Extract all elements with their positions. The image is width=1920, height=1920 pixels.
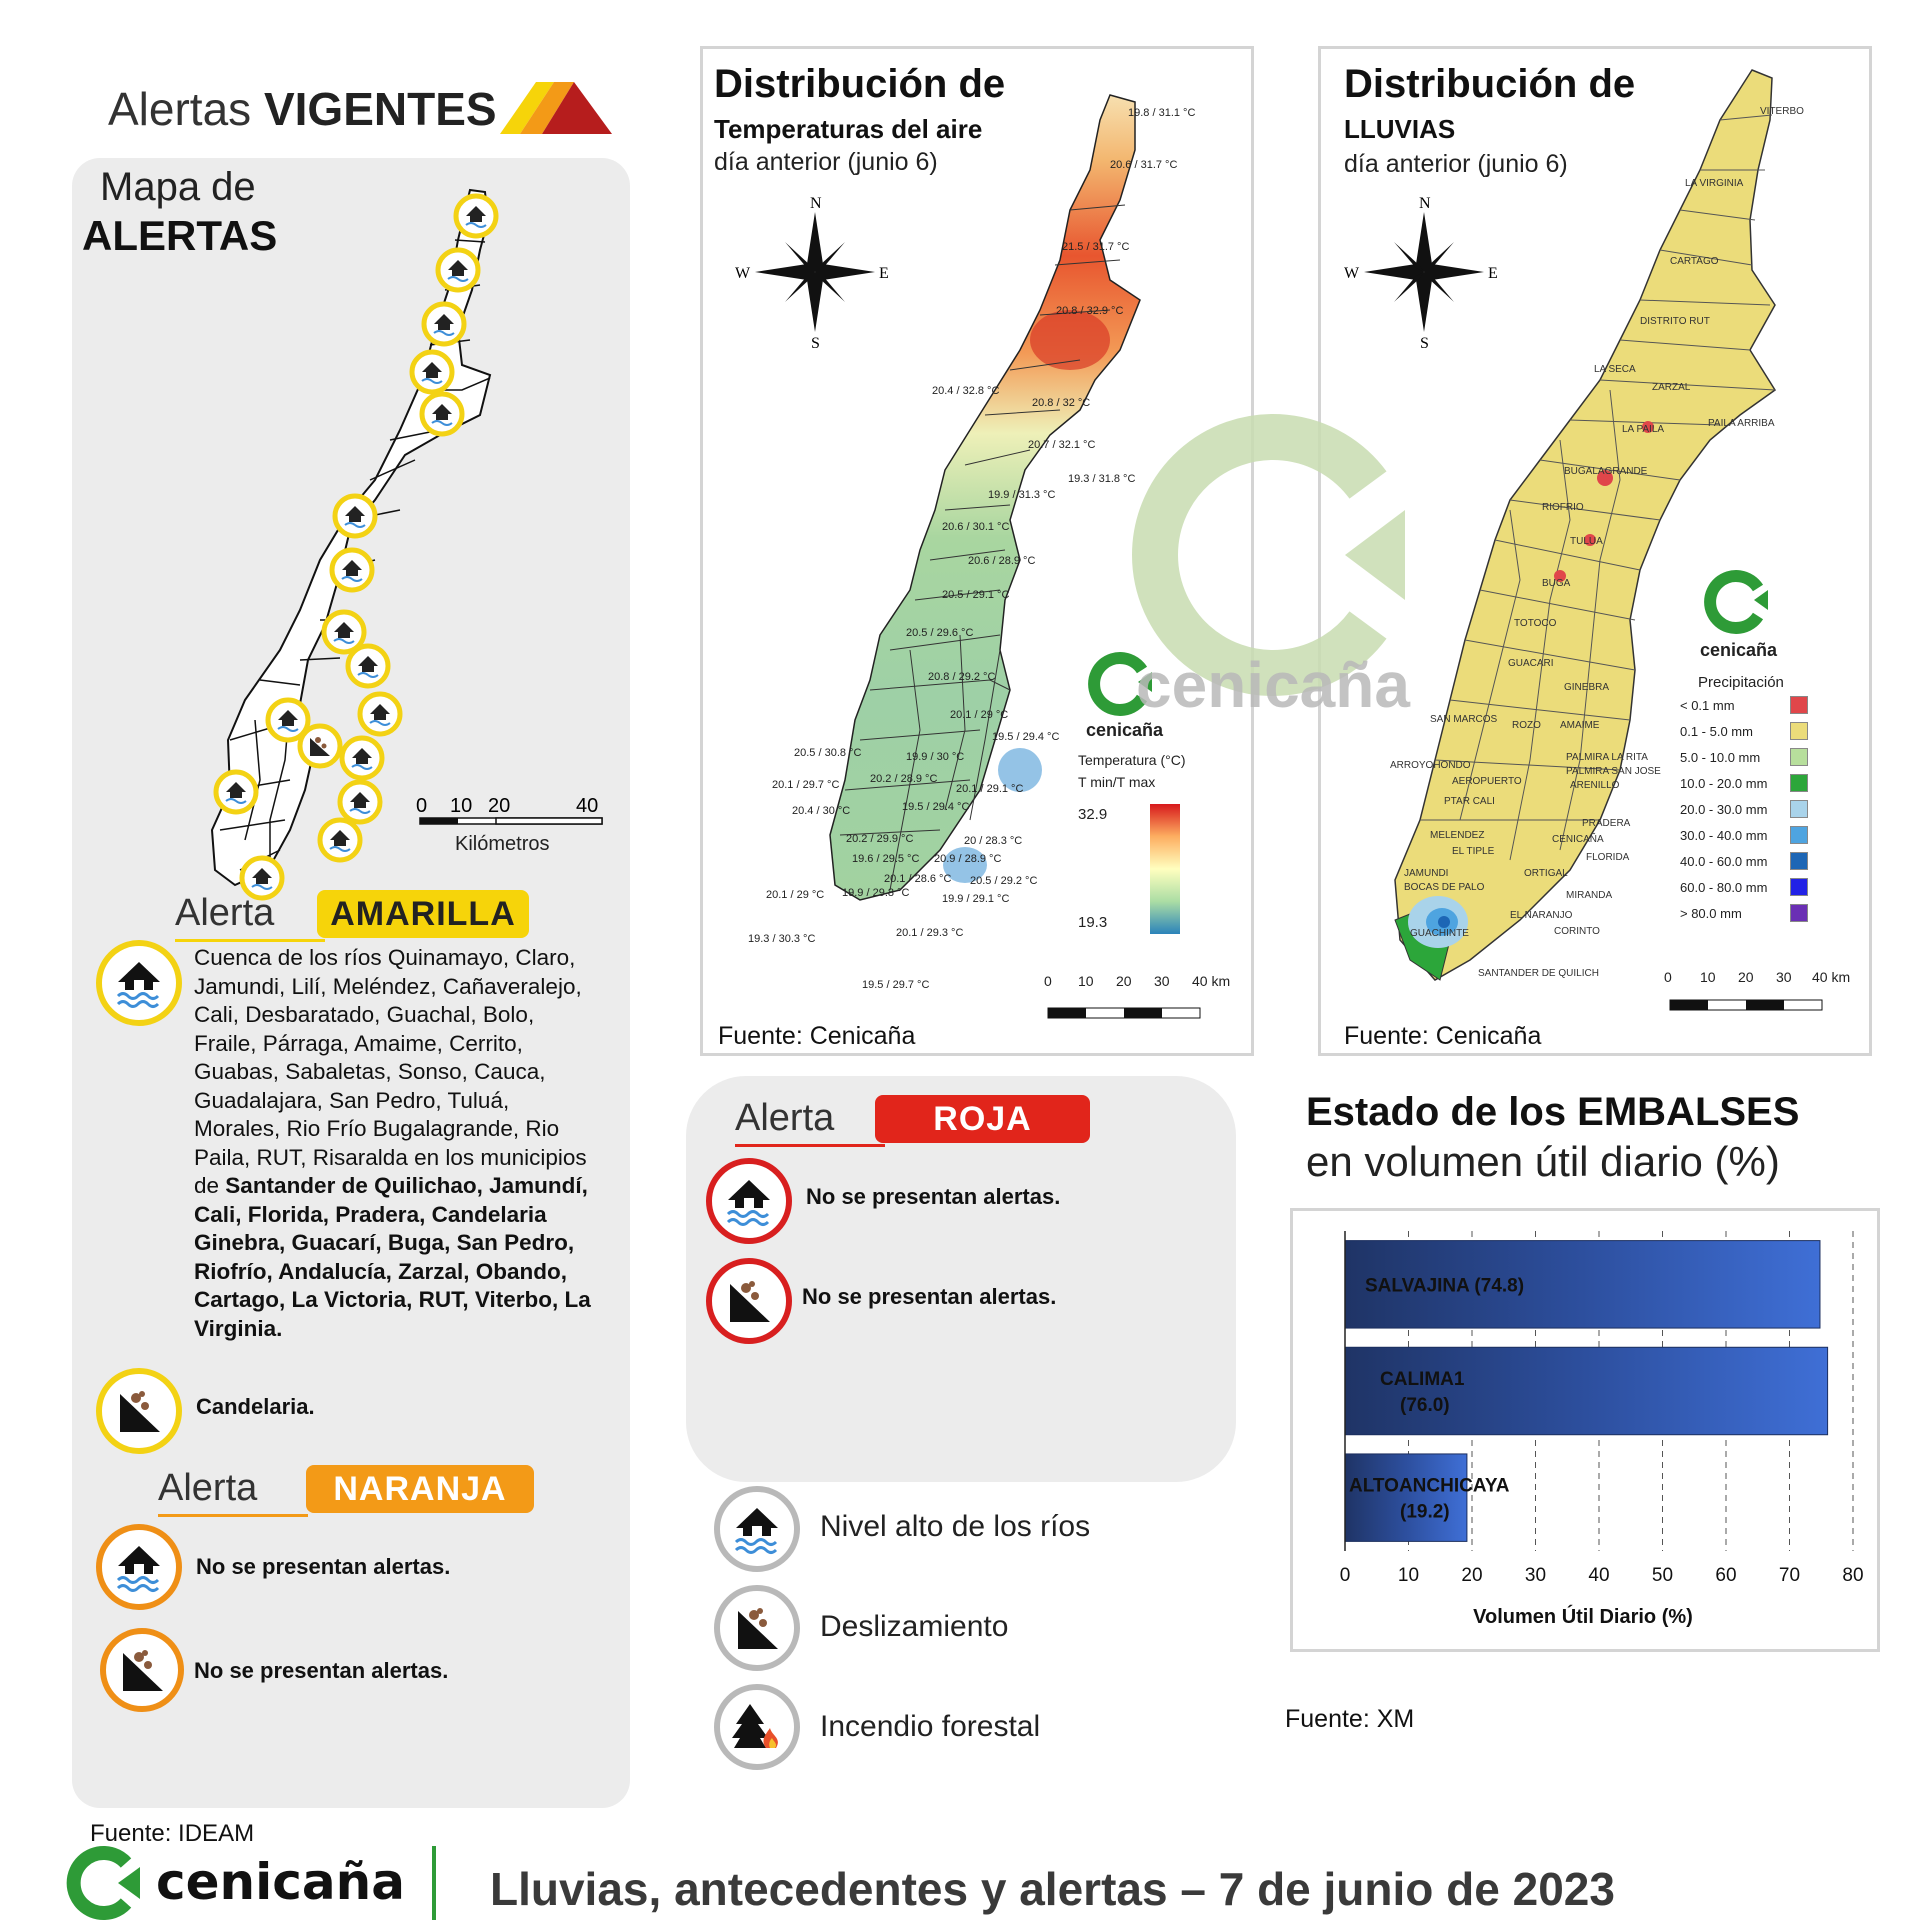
roja-river-text: No se presentan alertas.	[806, 1184, 1061, 1209]
alert-header-roja	[735, 1095, 1095, 1147]
rain-place-label: GUACHINTE	[1410, 928, 1469, 939]
rain-place-label: BUGALAGRANDE	[1564, 466, 1648, 477]
bar-calima1	[1345, 1347, 1828, 1434]
compass-w: W	[1344, 265, 1360, 282]
rain-legend-label: 40.0 - 60.0 mm	[1680, 854, 1768, 869]
rain-legend-label: 5.0 - 10.0 mm	[1680, 750, 1761, 765]
rain-place-label: LA SECA	[1594, 364, 1636, 375]
alert-word: Alerta	[175, 892, 275, 934]
alert-underline	[175, 939, 325, 942]
reservoir-bar-chart	[1293, 1211, 1877, 1649]
naranja-river-text: No se presentan alertas.	[196, 1554, 451, 1579]
alert-underline	[158, 1514, 308, 1517]
scale-tick: 40 km	[1192, 973, 1231, 989]
rain-place-label: FLORIDA	[1586, 852, 1630, 863]
map-title-line1: Mapa de	[100, 165, 256, 209]
rain-title-line2: LLUVIAS	[1344, 114, 1456, 144]
rain-legend-swatch	[1790, 800, 1808, 818]
rain-scale-bar	[1660, 966, 1860, 1016]
compass-s: S	[811, 335, 820, 352]
naranja-landslide-text: No se presentan alertas.	[194, 1658, 449, 1683]
river-flood-icon	[96, 940, 182, 1026]
temp-station-label: 19.5 / 29.7 °C	[862, 979, 930, 991]
rain-place-label: PAILA ARRIBA	[1708, 418, 1775, 429]
temperature-map	[748, 90, 1196, 1010]
alert-header-amarilla	[175, 890, 545, 942]
temp-station-label: 20.4 / 32.8 °C	[932, 385, 1000, 397]
alert-source: Fuente: IDEAM	[90, 1820, 255, 1847]
reservoir-title-line2: en volumen útil diario (%)	[1306, 1138, 1780, 1185]
scale-tick: 40	[576, 795, 599, 817]
rain-legend-swatch	[1790, 748, 1808, 766]
landslide-icon	[714, 1585, 800, 1671]
rain-legend-swatch	[1790, 904, 1808, 922]
rain-source: Fuente: Cenicaña	[1344, 1022, 1542, 1050]
river-flood-icon	[96, 1524, 182, 1610]
alert-level-badge: NARANJA	[306, 1465, 534, 1513]
temp-station-label: 20.1 / 28.6 °C	[884, 873, 952, 885]
rain-legend-swatch	[1790, 852, 1808, 870]
temp-station-label: 20.5 / 30.8 °C	[794, 747, 862, 759]
rain-place-label: ZARZAL	[1652, 382, 1691, 393]
temp-station-label: 19.5 / 29.4 °C	[902, 801, 970, 813]
bar-data-label: SALVAJINA (74.8)	[1365, 1275, 1525, 1297]
landslide-icon	[100, 1628, 184, 1712]
temp-scale-bar	[1040, 972, 1240, 1022]
rain-place-label: EL NARANJO	[1510, 910, 1573, 921]
rain-place-label: BUGA	[1542, 578, 1571, 589]
rain-legend-title: Precipitación	[1698, 674, 1784, 691]
temp-station-label: 19.3 / 30.3 °C	[748, 933, 816, 945]
alert-triangles-logo	[500, 72, 615, 134]
amarilla-river-alert-text	[194, 944, 594, 1343]
temp-station-label: 20.1 / 29 °C	[950, 709, 1009, 721]
rain-place-label: SANTANDER DE QUILICH	[1478, 968, 1599, 979]
temp-station-label: 19.9 / 31.3 °C	[988, 489, 1056, 501]
temperature-title-line1: Distribución de	[714, 62, 1006, 106]
temp-legend-title: Temperatura (°C)	[1078, 752, 1186, 768]
temp-station-label: 20.9 / 28.9 °C	[934, 853, 1002, 865]
rain-place-label: SAN MARCOS	[1430, 714, 1498, 725]
amarilla-municipalities: Santander de Quilichao, Jamundí, Cali, Florida, Pradera, Candelaria Ginebra, Guacarí, Buga, San Pedro, Riofrío, Andalucía, Zarzal, Obando, Cartago, La Victoria, RUT, Viterbo, La Virginia.	[194, 1173, 591, 1341]
temperature-title-line3: día anterior (junio 6)	[714, 148, 938, 176]
temp-station-label: 19.3 / 31.8 °C	[1068, 473, 1136, 485]
roja-landslide-text: No se presentan alertas.	[802, 1284, 1057, 1309]
forest-fire-icon	[714, 1684, 800, 1770]
x-tick-label: 80	[1842, 1565, 1864, 1586]
rain-legend-label: 20.0 - 30.0 mm	[1680, 802, 1768, 817]
scale-tick: 10	[1700, 969, 1716, 985]
temp-station-label: 20.6 / 30.1 °C	[942, 521, 1010, 533]
x-tick-label: 20	[1461, 1565, 1483, 1586]
temp-station-label: 20.5 / 29.1 °C	[942, 589, 1010, 601]
footer-title: Lluvias, antecedentes y alertas – 7 de junio de 2023	[490, 1863, 1615, 1915]
alert-underline	[735, 1144, 885, 1147]
temp-station-label: 19.9 / 30 °C	[906, 751, 965, 763]
temp-color-ramp	[1150, 804, 1180, 934]
reservoir-source: Fuente: XM	[1285, 1705, 1415, 1733]
temp-station-label: 20.1 / 29 °C	[766, 889, 825, 901]
temp-station-label: 20.6 / 28.9 °C	[968, 555, 1036, 567]
temperature-title-line2: Temperaturas del aire	[714, 114, 983, 144]
landslide-icon	[96, 1368, 182, 1454]
scale-tick: 20	[1116, 973, 1132, 989]
page-title	[108, 82, 497, 136]
temp-station-label: 20.1 / 29.1 °C	[956, 783, 1024, 795]
x-tick-label: 0	[1339, 1565, 1351, 1586]
temp-station-label: 20.1 / 29.7 °C	[772, 779, 840, 791]
rain-legend-label: 10.0 - 20.0 mm	[1680, 776, 1768, 791]
scale-tick: 10	[450, 795, 473, 817]
compass-n: N	[810, 195, 822, 212]
alert-word: Alerta	[158, 1467, 258, 1509]
scale-tick: 30	[1776, 969, 1792, 985]
legend-label-river: Nivel alto de los ríos	[820, 1510, 1091, 1543]
rain-place-label: AEROPUERTO	[1452, 776, 1522, 787]
scale-tick: 0	[1044, 973, 1052, 989]
rain-legend-swatch	[1790, 826, 1808, 844]
river-flood-icon	[706, 1158, 792, 1244]
cenicana-watermark	[1130, 415, 1420, 721]
cenicana-logo-text: cenicaña	[1700, 640, 1778, 660]
rain-legend-swatch	[1790, 878, 1808, 896]
footer-logo-text: cenicaña	[156, 1853, 405, 1911]
temp-station-label: 19.6 / 29.5 °C	[852, 853, 920, 865]
scale-unit: Kilómetros	[455, 833, 550, 855]
bar-data-label: ALTOANCHICAYA (19.2)	[1349, 1475, 1510, 1523]
rain-legend-swatch	[1790, 722, 1808, 740]
temp-station-label: 20 / 28.3 °C	[964, 835, 1023, 847]
temp-station-label: 20.7 / 32.1 °C	[1028, 439, 1096, 451]
landslide-icon	[706, 1258, 792, 1344]
rain-place-label: ROZO	[1512, 720, 1541, 731]
temp-station-label: 20.1 / 29.3 °C	[896, 927, 964, 939]
rain-place-label: ARENILLO	[1570, 780, 1620, 791]
rain-place-label: PALMIRA LA RITA	[1566, 752, 1648, 763]
x-tick-label: 50	[1651, 1565, 1674, 1586]
rain-place-label: GINEBRA	[1564, 682, 1610, 693]
scale-tick: 10	[1078, 973, 1094, 989]
cenicana-footer-logo	[48, 1845, 405, 1919]
rain-legend-label: 60.0 - 80.0 mm	[1680, 880, 1768, 895]
rain-legend-label: > 80.0 mm	[1680, 906, 1742, 921]
rain-place-label: CENICAÑA	[1552, 834, 1604, 845]
temp-legend-subtitle: T min/T max	[1078, 774, 1156, 790]
temp-station-label: 21.5 / 31.7 °C	[1062, 241, 1130, 253]
title-light: Alertas	[108, 83, 252, 135]
map-scale-bar	[410, 792, 610, 832]
scale-tick: 0	[1664, 969, 1672, 985]
legend-label-landslide: Deslizamiento	[820, 1610, 1009, 1643]
rain-place-label: TOTOCO	[1514, 618, 1557, 629]
amarilla-river-basins: Cuenca de los ríos Quinamayo, Claro, Jamundi, Lilí, Meléndez, Cañaveralejo, Cali, Desbaratado, Guachal, Bolo, Fraile, Párraga, Amaime, Cerrito, Guabas, Sabaletas, Sonso, Cauca, Guadalajara, San Pedro, Tuluá, Morales, Rio Frío Bugalagrande, Rio Paila, RUT, Risaralda en los municipios de	[194, 945, 587, 1198]
x-axis-label: Volumen Útil Diario (%)	[1473, 1606, 1693, 1628]
rain-legend-swatch	[1790, 774, 1808, 792]
river-flood-icon	[714, 1486, 800, 1572]
alert-level-badge: ROJA	[875, 1095, 1090, 1143]
rain-place-label: LA PAILA	[1622, 424, 1665, 435]
compass-n: N	[1419, 195, 1431, 212]
rain-place-label: JAMUNDI	[1404, 868, 1449, 879]
temperature-source: Fuente: Cenicaña	[718, 1022, 916, 1050]
scale-tick: 20	[1738, 969, 1754, 985]
rain-place-label: RIOFRIO	[1542, 502, 1584, 513]
reservoir-chart-frame	[1290, 1208, 1880, 1652]
x-tick-label: 10	[1397, 1565, 1420, 1586]
rain-place-label: PTAR CALI	[1444, 796, 1495, 807]
amarilla-landslide-text: Candelaria.	[196, 1394, 315, 1419]
rain-place-label: ORTIGAL	[1524, 868, 1568, 879]
temp-legend-min: 19.3	[1078, 914, 1108, 931]
rain-place-label: MIRANDA	[1566, 890, 1613, 901]
compass-w: W	[735, 265, 751, 282]
x-tick-label: 60	[1715, 1565, 1737, 1586]
bar-data-label: CALIMA1 (76.0)	[1380, 1369, 1465, 1416]
rain-place-label: VITERBO	[1760, 106, 1804, 117]
rain-place-label: DISTRITO RUT	[1640, 316, 1710, 327]
temp-station-label: 20.2 / 28.9 °C	[870, 773, 938, 785]
alert-header-naranja	[158, 1465, 548, 1517]
rain-legend-swatch	[1790, 696, 1808, 714]
temp-station-label: 20.4 / 30 °C	[792, 805, 851, 817]
rain-place-label: PRADERA	[1582, 818, 1631, 829]
bar-altoanchicaya	[1345, 1454, 1467, 1541]
scale-tick: 0	[416, 795, 428, 817]
temp-station-label: 20.5 / 29.6 °C	[906, 627, 974, 639]
rain-place-label: TULUA	[1570, 536, 1603, 547]
compass-e: E	[1488, 265, 1498, 282]
alert-level-badge: AMARILLA	[317, 890, 529, 938]
rain-place-label: CORINTO	[1554, 926, 1600, 937]
map-title-line2: ALERTAS	[82, 212, 278, 259]
alert-word: Alerta	[735, 1097, 835, 1139]
temp-station-label: 20.5 / 29.2 °C	[970, 875, 1038, 887]
temp-legend-max: 32.9	[1078, 806, 1108, 823]
temp-station-label: 19.9 / 29.8 °C	[842, 887, 910, 899]
rain-legend-label: 30.0 - 40.0 mm	[1680, 828, 1768, 843]
reservoir-title-line1: Estado de los EMBALSES	[1306, 1090, 1800, 1134]
rain-place-label: ARROYOHONDO	[1390, 760, 1471, 771]
rain-place-label: MELENDEZ	[1430, 830, 1485, 841]
x-tick-label: 30	[1524, 1565, 1547, 1586]
rain-place-label: PALMIRA SAN JOSE	[1566, 766, 1661, 777]
x-tick-label: 70	[1778, 1565, 1801, 1586]
scale-tick: 30	[1154, 973, 1170, 989]
rain-place-label: LA VIRGINIA	[1685, 178, 1744, 189]
temp-station-label: 20.2 / 29.9 °C	[846, 833, 914, 845]
rain-place-label: EL TIPLE	[1452, 846, 1495, 857]
temp-station-label: 19.8 / 31.1 °C	[1128, 107, 1196, 119]
rain-place-label: BOCAS DE PALO	[1404, 882, 1485, 893]
temp-station-label: 19.5 / 29.4 °C	[992, 731, 1060, 743]
rain-title-line3: día anterior (junio 6)	[1344, 150, 1568, 178]
compass-e: E	[879, 265, 889, 282]
compass-s: S	[1420, 335, 1429, 352]
temp-station-label: 19.9 / 29.1 °C	[942, 893, 1010, 905]
rain-place-label: GUACARI	[1508, 658, 1554, 669]
x-tick-label: 40	[1588, 1565, 1610, 1586]
legend-label-fire: Incendio forestal	[820, 1710, 1041, 1743]
scale-tick: 40 km	[1812, 969, 1851, 985]
cenicana-logo	[1698, 568, 1788, 638]
cenicana-logo-text: cenicaña	[1086, 720, 1164, 740]
title-bold: VIGENTES	[263, 83, 497, 135]
watermark-text: cenicaña	[1136, 649, 1410, 721]
rain-legend-label: < 0.1 mm	[1680, 698, 1735, 713]
temp-station-label: 20.6 / 31.7 °C	[1110, 159, 1178, 171]
temp-station-label: 20.8 / 32.9 °C	[1056, 305, 1124, 317]
rain-legend-label: 0.1 - 5.0 mm	[1680, 724, 1753, 739]
rain-place-label: CARTAGO	[1670, 256, 1719, 267]
temp-station-label: 20.8 / 32 °C	[1032, 397, 1091, 409]
rain-title-line1: Distribución de	[1344, 62, 1636, 106]
footer-divider	[432, 1846, 436, 1920]
scale-tick: 20	[488, 795, 511, 817]
temp-station-label: 20.8 / 29.2 °C	[928, 671, 996, 683]
rain-place-label: AMAIME	[1560, 720, 1600, 731]
